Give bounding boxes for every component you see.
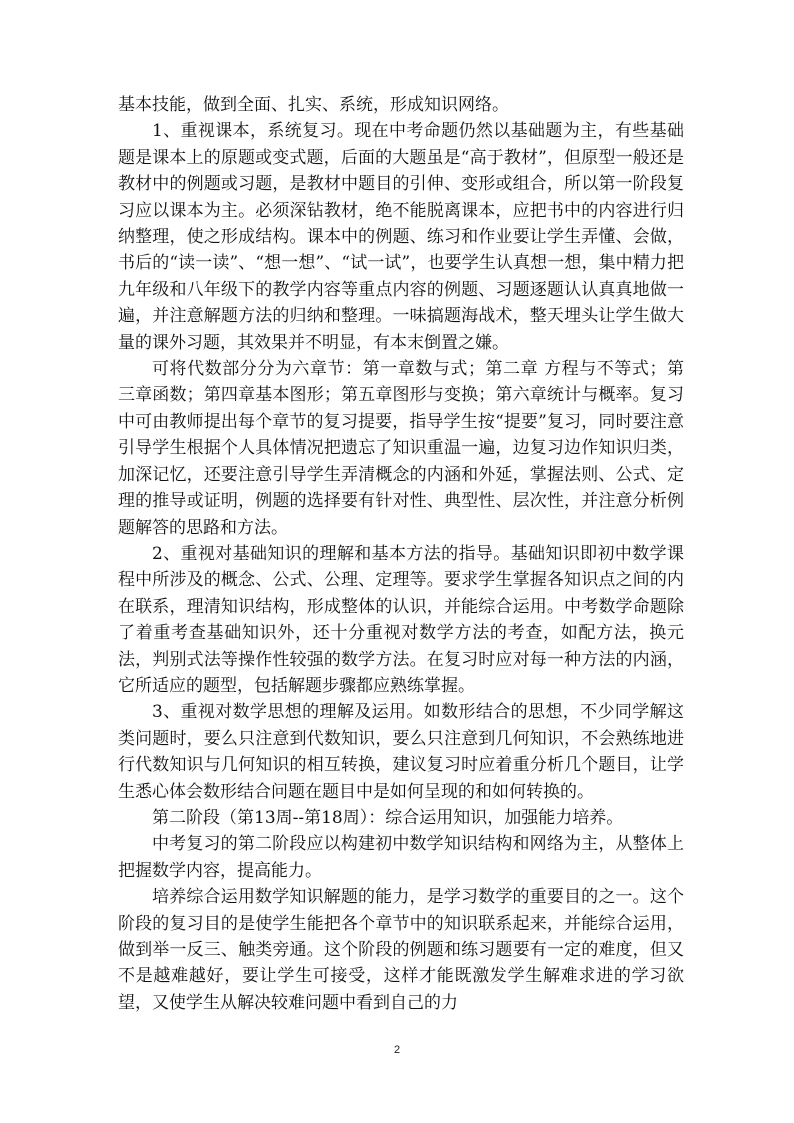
paragraph-textbook-review: 1、重视课本，系统复习。现在中考命题仍然以基础题为主，有些基础题是课本上的原题或变式题，后面的大题虽是“高于教材”，但原型一般还是教材中的例题或习题，是教材中题目的引伸、变形或组合，所以第一阶段复习应以课本为主。必须深钻教材，绝不能脱离课本，应把书中的内容进行归纳整理，使之形成结构。课本中的例题、练习和作业要让学生弄懂、会做，书后的“读一读”、“想一想”、“试一试”，也要学生认真想一想，集中精力把九年级和八年级下的教学内容等重点内容的例题、习题逐题认认真真地做一遍，并注意解题方法的归纳和整理。一味搞题海战术，整天埋头让学生做大量的课外习题，其效果并不明显，有本末倒置之嫌。 <box>118 121 684 353</box>
paragraph-continuation: 基本技能，做到全面、扎实、系统，形成知识网络。 <box>118 95 509 115</box>
document-body <box>118 92 684 1016</box>
paragraph-comprehensive-ability: 培养综合运用数学知识解题的能力，是学习数学的重要目的之一。这个阶段的复习目的是使学生能把各个章节中的知识联系起来，并能综合运用，做到举一反三、触类旁通。这个阶段的例题和练习题要有一定的难度，但又不是越难越好，要让学生可接受，这样才能既激发学生解难求进的学习欲望，又使学生从解决较难问题中看到自己的力 <box>118 887 684 1013</box>
paragraph-stage-two-heading: 第二阶段（第13周--第18周）：综合运用知识，加强能力培养。 <box>152 807 624 828</box>
page-number: 2 <box>393 1044 401 1056</box>
paragraph-chapter-division: 可将代数部分分为六章节：第一章数与式；第二章 方程与不等式；第三章函数；第四章基本图形；第五章图形与变换；第六章统计与概率。复习中可由教师提出每个章节的复习提要，指导学生按“提要”复习，同时要注意引导学生根据个人具体情况把遗忘了知识重温一遍，边复习边作知识归类，加深记忆，还要注意引导学生弄清概念的内涵和外延，掌握法则、公式、定理的推导或证明，例题的选择要有针对性、典型性、层次性，并注意分析例题解答的思路和方法。 <box>118 359 684 538</box>
paragraph-math-thinking: 3、重视对数学思想的理解及运用。如数形结合的思想，不少同学解这类问题时，要么只注意到代数知识，要么只注意到几何知识，不会熟练地进行代数知识与几何知识的相互转换，建议复习时应着重分析几个题目，让学生悉心体会数形结合问题在题目中是如何呈现的和如何转换的。 <box>118 702 684 802</box>
paragraph-stage-two-intro: 中考复习的第二阶段应以构建初中数学知识结构和网络为主，从整体上把握数学内容，提高能力。 <box>118 834 684 881</box>
paragraph-basic-knowledge: 2、重视对基础知识的理解和基本方法的指导。基础知识即初中数学课程中所涉及的概念、公式、公理、定理等。要求学生掌握各知识点之间的内在联系，理清知识结构，形成整体的认识，并能综合运用。中考数学命题除了着重考查基础知识外，还十分重视对数学方法的考查，如配方法，换元法，判别式法等操作性较强的数学方法。在复习时应对每一种方法的内涵，它所适应的题型，包括解题步骤都应熟练掌握。 <box>118 543 684 696</box>
